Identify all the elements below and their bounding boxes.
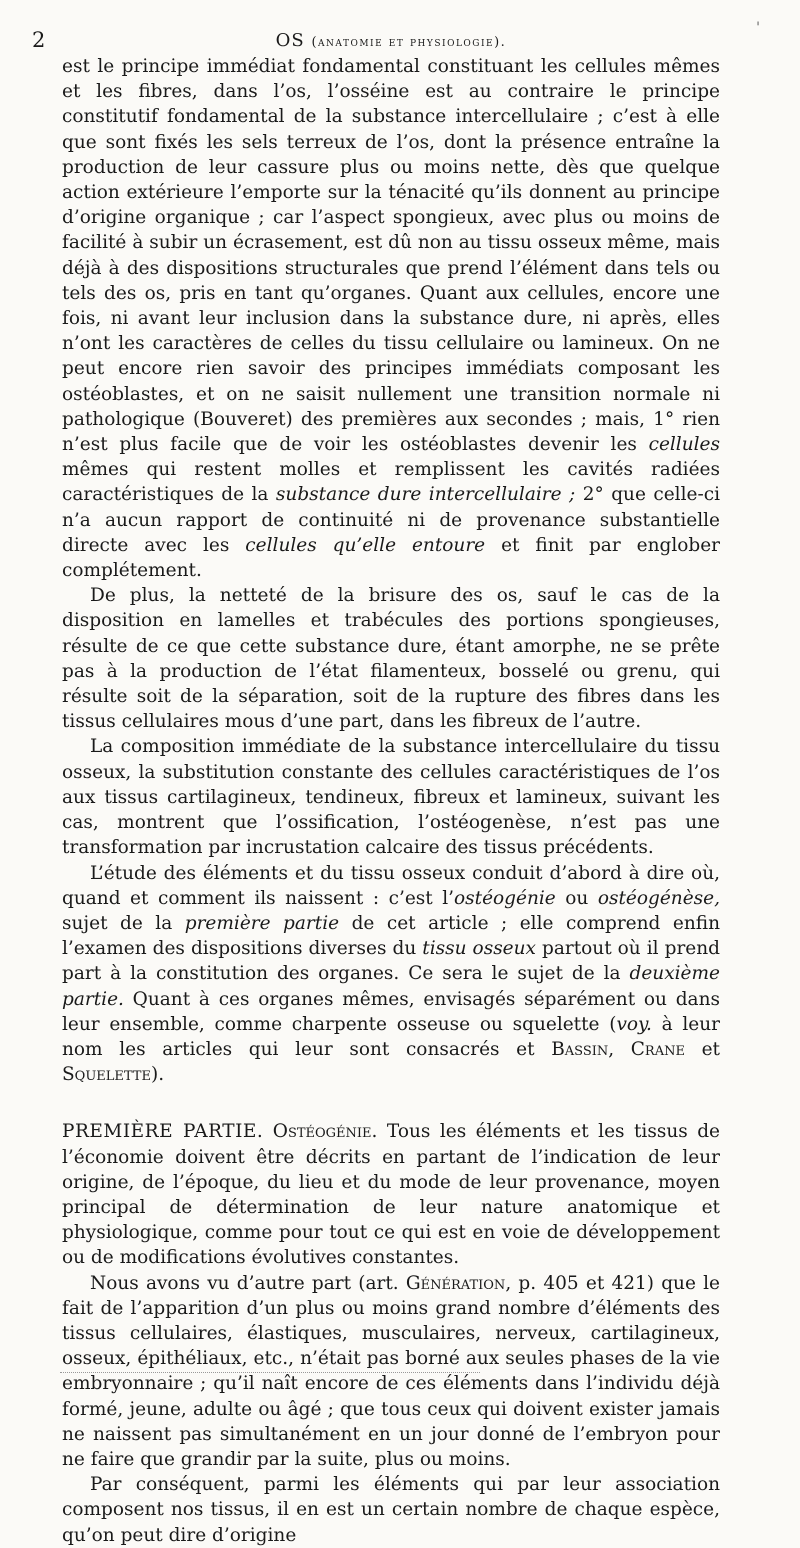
italic-run: voy. [616, 1013, 652, 1035]
paragraph-7: Par conséquent, parmi les éléments qui par leur association composent nos tissus, il en est un certain nombre de chaque espèce, qu’on peut dire d’origine [62, 1474, 720, 1546]
text-run: Tous les éléments et les tissus de l’économie doivent être décrits en partant de l’indication de leur origine, de l’époque, du lieu et du mode de leur provenance, moyen principal de détermination de leur nature anatomique et physiologique, comme pour tout ce qui est en voie de développement ou de modifications évolutives constantes. [62, 1121, 720, 1269]
text-run: et [684, 1038, 720, 1060]
italic-run: substance dure intercellulaire ; [275, 484, 576, 506]
bottom-rule [60, 1372, 480, 1373]
text-run: mêmes qui restent molles et remplissent les cavités radiées caractéristiques de la [62, 459, 720, 506]
text-run: ou [555, 887, 598, 909]
running-header [32, 20, 760, 54]
text-run: L’étude des éléments et du tissu osseux conduit d’abord à dire où, quand et comment ils naissent : c’est l’ [62, 862, 720, 909]
body-text [62, 54, 720, 1548]
italic-run: ostéogénie [454, 887, 556, 909]
text-run: Quant à ces organes mêmes, envisagés séparément ou dans leur ensemble, comme charpente osseuse ou squelette ( [62, 988, 720, 1035]
text-run: et finit par englober complétement. [62, 534, 721, 582]
section-heading: PREMIÈRE PARTIE. [62, 1121, 264, 1143]
page-number: 2 [32, 28, 46, 52]
running-title [62, 20, 720, 51]
paragraph-3: La composition immédiate de la substance intercellulaire du tissu osseux, la substitution constante des cellules caractéristiques de l’os aux tissus cartilagineux, tendineux, fibreux et lamineux, suivant les cas, montrent que l’ossification, l’ostéogenèse, n’est pas une transformation par incrustation calcaire des tissus précédents. [62, 736, 720, 859]
text-run: ). [150, 1064, 165, 1086]
text-run: Nous avons vu d’autre part (art. [90, 1272, 406, 1294]
smallcaps-run: Crane [630, 1038, 685, 1060]
text-run: , [608, 1038, 631, 1060]
smallcaps-run: Bassin [551, 1038, 609, 1060]
italic-run: deuxième partie. [62, 963, 720, 1010]
paragraph-1 [62, 54, 720, 583]
text-run: est le principe immédiat fondamental constituant les cellules mêmes et les fibres, dans l’os, l’osséine est au contraire le principe constitutif fondamental de la substance intercellulaire ; c’est à elle que sont fixés les sels terreux de l’os, dont la présence entraîne la production de leur cassure plus ou moins nette, dès que quelque action extérieure l’emporte sur la ténacité qu’ils donnent au principe d’origine organique ; car l’aspect spongieux, avec plus ou moins de facilité à subir un écrasement, est dû non au tissu osseux même, mais déjà à des dispositions structurales que prend l’élément dans tels ou tels des os, pris en tant qu’organes. Quant aux cellules, encore une fois, ni avant leur inclusion dans la substance dure, ni après, elles n’ont les caractères de celles du tissu cellulaire ou lamineux. On ne peut encore rien savoir des principes immédiats composant les ostéoblastes, et on ne saisit nullement une transition normale ni pathologique (Bouveret) des premières aux secondes ; mais, 1° rien n’est plus facile que de voir les ostéoblastes devenir les [62, 56, 720, 456]
italic-run: première partie [184, 912, 340, 934]
paragraph-4 [62, 861, 720, 1088]
title-os: OS [275, 30, 305, 51]
section-subheading: Ostéogénie. [272, 1121, 378, 1143]
smallcaps-run: Génération [405, 1272, 506, 1294]
section-gap [62, 1087, 720, 1119]
text-run: de cet article ; elle comprend enfin l’examen des dispositions diverses du [62, 912, 720, 960]
text-run: sujet de la [62, 912, 185, 934]
text-run: partout où il prend part à la constitution des organes. Ce sera le sujet de la [62, 938, 721, 985]
italic-run: tissu osseux [422, 938, 536, 960]
section-heading-paragraph [62, 1119, 720, 1270]
italic-run: cellules qu’elle entoure [245, 534, 486, 556]
corner-mark: ' [756, 20, 760, 36]
text-run: , p. 405 et 421) que le fait de l’apparition d’un plus ou moins grand nombre d’éléments des tissus cellulaires, élastiques, musculaires, nerveux, cartilagineux, osseux, épithéliaux, etc., n’était pas borné aux seules phases de la vie embryonnaire ; qu’il naît encore de ces éléments dans l’individu déjà formé, jeune, adulte ou âgé ; que tous ceux qui doivent exister jamais ne naissent pas simultanément en un jour donné de l’embryon pour ne faire que grandir par la suite, plus ou moins. [62, 1272, 720, 1470]
title-subtitle: (anatomie et physiologie). [311, 35, 507, 50]
italic-run: cellules [648, 434, 720, 456]
text-run: 2° que celle-ci n’a aucun rapport de continuité ni de provenance substantielle directe avec les [62, 484, 720, 556]
text-run: à leur nom les articles qui leur sont consacrés et [62, 1013, 720, 1060]
italic-run: ostéogénèse, [597, 887, 720, 909]
smallcaps-run: Squelette [62, 1064, 151, 1086]
page [32, 20, 760, 1548]
paragraph-2: De plus, la netteté de la brisure des os, sauf le cas de la disposition en lamelles et trabécules des portions spongieuses, résulte de ce que cette substance dure, étant amorphe, ne se prête pas à la production de l’état filamenteux, bosselé ou grenu, qui résulte soit de la séparation, soit de la rupture des fibres dans les tissus cellulaires mous d’une part, dans les fibreux de l’autre. [62, 585, 720, 733]
